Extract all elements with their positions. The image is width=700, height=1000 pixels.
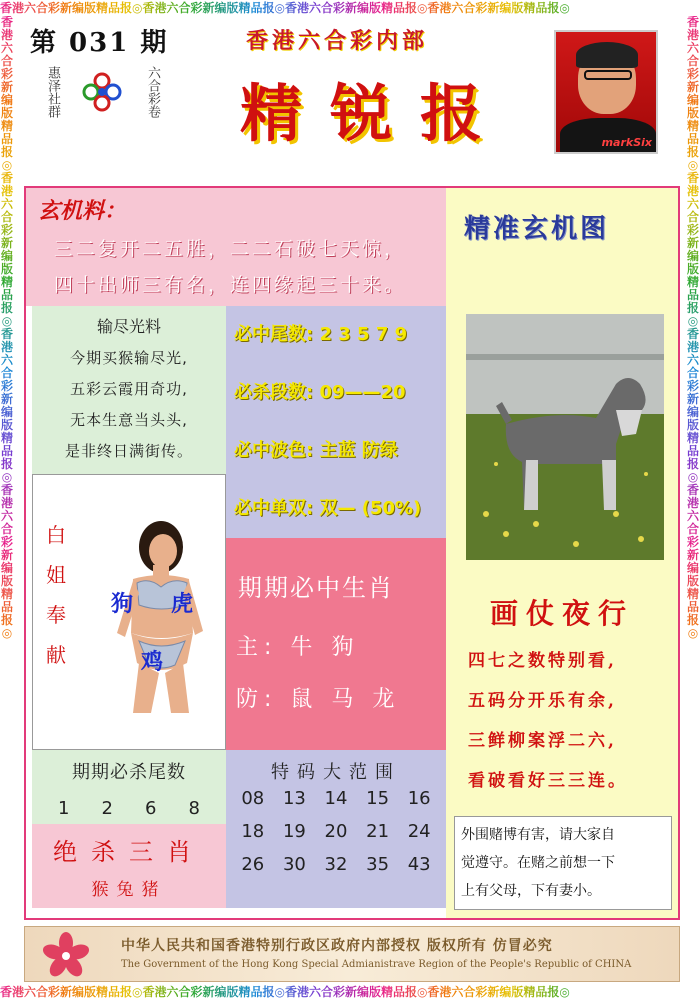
lottery-balls-icon bbox=[82, 72, 122, 112]
portrait-glasses bbox=[584, 70, 632, 80]
must-single-double: 必中单双: 双— (50%) bbox=[234, 498, 422, 519]
range-number: 08 bbox=[241, 788, 265, 809]
girl-zodiac-rooster: 鸡 bbox=[141, 649, 164, 675]
footer-chinese: 中华人民共和国香港特别行政区政府内部授权 版权所有 仿冒必究 bbox=[121, 938, 553, 954]
girl-panel bbox=[32, 474, 226, 750]
zodiac-title: 期期必中生肖 bbox=[238, 574, 394, 602]
poem-line: 五码分开乐有余, bbox=[468, 691, 617, 711]
right-column bbox=[446, 188, 678, 918]
mark-six-brand: markSix bbox=[601, 136, 652, 149]
portrait-hair bbox=[576, 42, 638, 68]
kill-three-title: 绝杀三肖 bbox=[53, 838, 205, 866]
loss-section bbox=[32, 306, 226, 474]
kill-tail-number: 2 bbox=[101, 798, 113, 819]
riddle-image-title: 精准玄机图 bbox=[464, 214, 610, 244]
range-number: 21 bbox=[366, 821, 390, 842]
xuanji-section bbox=[26, 188, 446, 306]
footer bbox=[24, 926, 680, 982]
range-number: 35 bbox=[366, 854, 390, 875]
range-number: 19 bbox=[282, 821, 306, 842]
logo-left-text: 惠泽社群 bbox=[45, 66, 60, 118]
range-number: 30 bbox=[282, 854, 306, 875]
top-banner-strip: 香港六合彩新编版精品报◎香港六合彩新编版精品报◎香港六合彩新编版精品报◎香港六合彩新编版精品报◎ bbox=[0, 0, 700, 16]
loss-line: 五彩云霞用奇功, bbox=[70, 380, 188, 398]
range-number: 43 bbox=[407, 854, 431, 875]
zodiac-guard: 防: 鼠 马 龙 bbox=[236, 687, 401, 712]
poem-line: 看破看好三三连。 bbox=[468, 771, 628, 791]
must-tail: 必中尾数: 2 3 5 7 9 bbox=[234, 324, 408, 345]
portrait-photo bbox=[554, 30, 658, 154]
loss-line: 是非终日满街传。 bbox=[64, 442, 193, 460]
must-kill-segment: 必杀段数: 09——20 bbox=[234, 382, 406, 403]
must-wave-color: 必中波色: 主蓝 防绿 bbox=[234, 440, 398, 461]
header bbox=[14, 16, 686, 176]
bottom-banner-strip: 香港六合彩新编版精品报◎香港六合彩新编版精品报◎香港六合彩新编版精品报◎香港六合彩新编版精品报◎ bbox=[0, 984, 700, 1000]
kill-tail-number: 8 bbox=[188, 798, 200, 819]
girl-char: 奉 bbox=[46, 603, 66, 627]
xuanji-line-2: 四十出师三有名，连四缘起三十来。 bbox=[54, 274, 407, 296]
left-banner-strip: 香港六合彩新编版精品报◎香港六合彩新编版精品报◎香港六合彩新编版精品报◎香港六合彩新编版精品报◎ bbox=[0, 16, 14, 984]
range-number: 14 bbox=[324, 788, 348, 809]
poem-line: 三鲜柳案浮二六, bbox=[468, 731, 617, 751]
warning-line: 觉遵守。在赌之前想一下 bbox=[461, 855, 615, 871]
logo-right-text: 六合彩卷 bbox=[145, 66, 160, 118]
kill-tail-title: 期期必杀尾数 bbox=[72, 762, 186, 783]
range-grid bbox=[226, 784, 446, 875]
poem-line: 四七之数特别看, bbox=[468, 651, 617, 671]
range-number: 24 bbox=[407, 821, 431, 842]
range-number: 13 bbox=[282, 788, 306, 809]
range-number: 18 bbox=[241, 821, 265, 842]
kill-tail-number: 1 bbox=[58, 798, 70, 819]
inside-label: 香港六合彩内部 bbox=[246, 28, 429, 54]
dog-photo bbox=[466, 314, 664, 560]
girl-char: 献 bbox=[46, 643, 66, 667]
right-banner-strip: 香港六合彩新编版精品报◎香港六合彩新编版精品报◎香港六合彩新编版精品报◎香港六合彩新编版精品报◎ bbox=[686, 16, 700, 984]
kill-tail-number: 6 bbox=[145, 798, 157, 819]
painting-title: 画仗夜行 bbox=[490, 597, 635, 630]
range-number: 26 bbox=[241, 854, 265, 875]
xuanji-title: 玄机料： bbox=[38, 198, 127, 224]
range-title: 特码大范围 bbox=[271, 762, 401, 783]
special-range-section bbox=[226, 750, 446, 908]
publisher-logo bbox=[38, 62, 170, 136]
range-number: 15 bbox=[366, 788, 390, 809]
girl-zodiac-tiger: 虎 bbox=[171, 591, 194, 617]
issue-number: 第 031 期 bbox=[30, 28, 169, 58]
kill-tail-section bbox=[32, 750, 226, 824]
warning-line: 上有父母，下有妻小。 bbox=[461, 883, 601, 899]
girl-zodiac-dog: 狗 bbox=[111, 591, 134, 617]
range-number: 32 bbox=[324, 854, 348, 875]
range-number: 16 bbox=[407, 788, 431, 809]
warning-line: 外围赌博有害，请大家自 bbox=[461, 827, 615, 843]
kill-three-section bbox=[32, 824, 226, 908]
main-panel bbox=[24, 186, 680, 920]
footer-english: The Government of the Hong Kong Special Admianistrave Region of the People's Republic of CHINA bbox=[121, 959, 632, 970]
bauhinia-flower-icon bbox=[41, 931, 91, 981]
loss-line: 今期买猴输尽光, bbox=[70, 349, 188, 367]
range-number: 20 bbox=[324, 821, 348, 842]
page-title: 精锐报 bbox=[240, 77, 511, 150]
girl-char: 白 bbox=[46, 523, 66, 547]
girl-char: 姐 bbox=[46, 563, 66, 587]
zodiac-main: 主: 牛 狗 bbox=[236, 635, 360, 660]
kill-three-items: 猴兔猪 bbox=[91, 880, 167, 900]
xuanji-line-1: 三二复开二五胜，二二石破七天惊， bbox=[54, 238, 407, 260]
kill-tail-numbers bbox=[32, 784, 226, 819]
loss-title: 输尽光料 bbox=[96, 317, 161, 336]
must-hit-section bbox=[226, 306, 446, 538]
gambling-warning bbox=[454, 816, 672, 910]
girl-vertical-text bbox=[45, 515, 67, 675]
loss-line: 无本生意当头头, bbox=[70, 411, 188, 429]
zodiac-section bbox=[226, 538, 446, 750]
